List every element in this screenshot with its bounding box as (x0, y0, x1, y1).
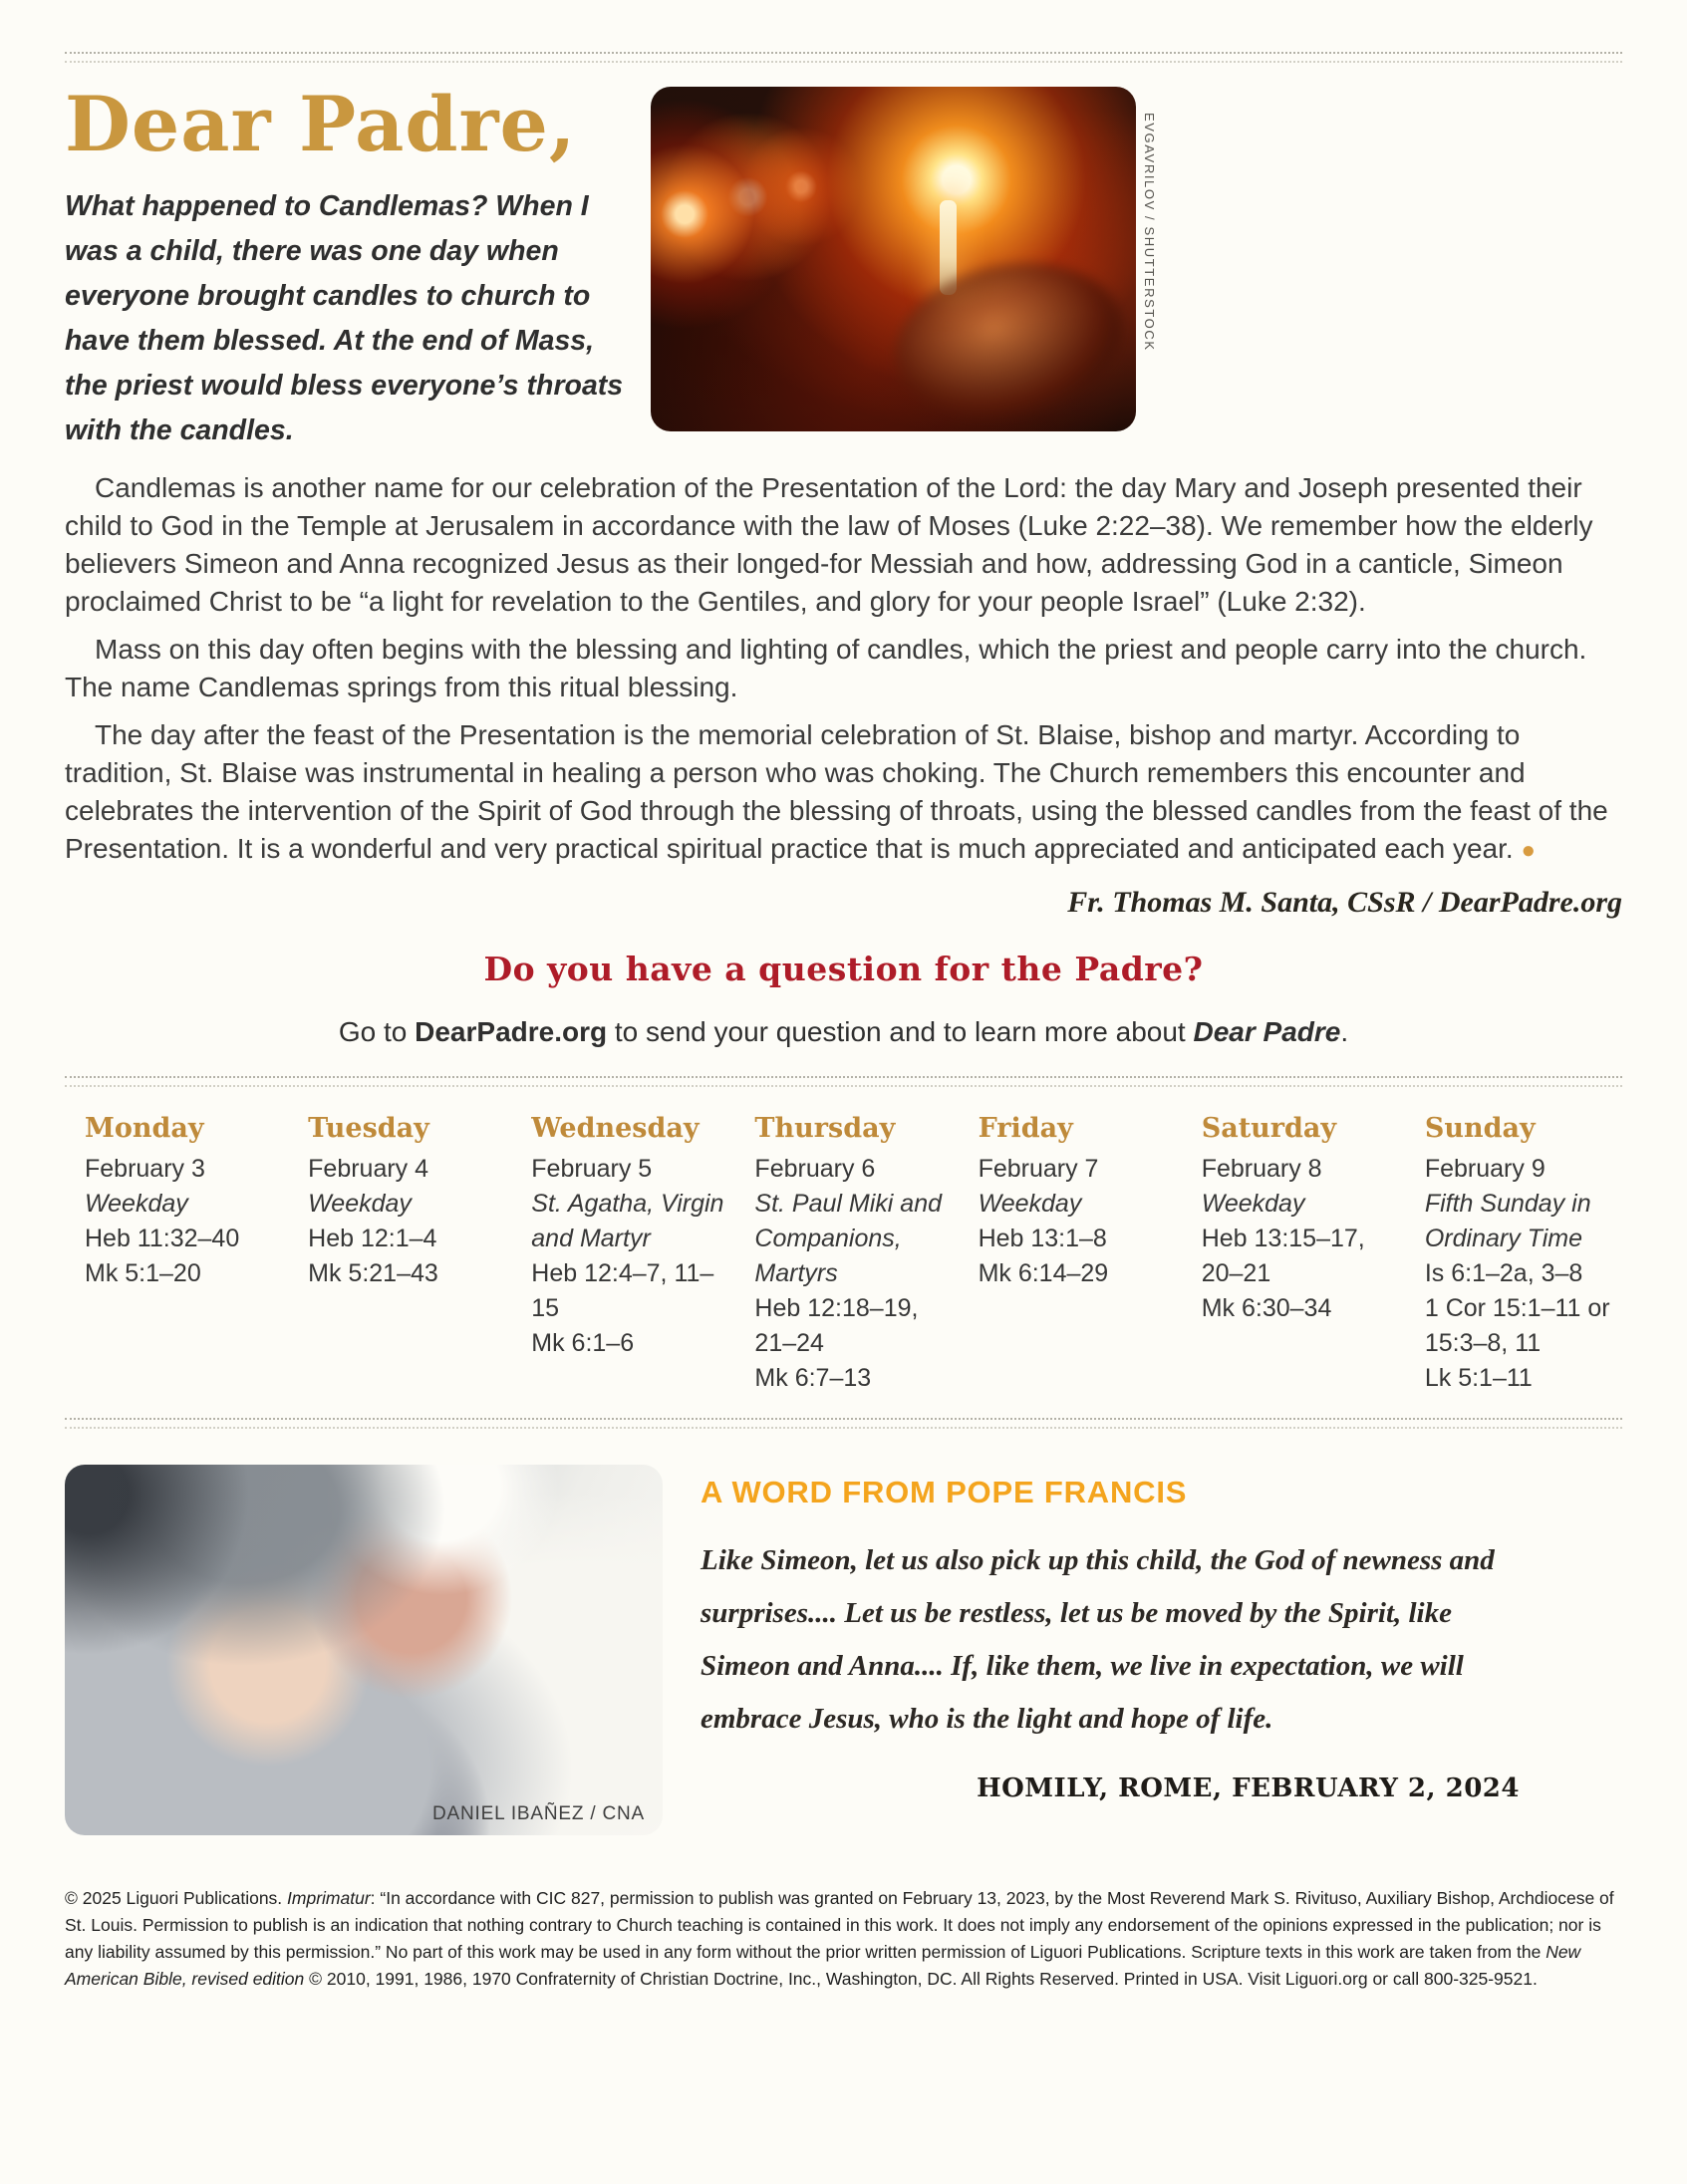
day-readings (85, 1222, 282, 1291)
day-readings (979, 1222, 1176, 1291)
author-byline: Fr. Thomas M. Santa, CSsR / DearPadre.org (1067, 886, 1622, 919)
dear-padre-title-ref: Dear Padre (1193, 1016, 1341, 1047)
reading: Mk 6:7–13 (754, 1364, 872, 1392)
calendar-day-tuesday (308, 1113, 505, 1396)
calendar-day-friday (979, 1113, 1176, 1396)
article-paragraph-1: Candlemas is another name for our celebration of the Presentation of the Lord: the day Mary and Joseph presented their child to God in the Temple at Jerusalem in accordance with the law of Moses (Luke 2:22–38). We remember how the elderly believers Simeon and Anna recognized Jesus as their longed-for Messiah and how, addressing God in a canticle, Simeon proclaimed Christ to be “a light for revelation to the Gentiles, and glory for your people Israel” (Luke 2:32). (65, 472, 1593, 617)
bible-edition-ref: New American Bible, revised edition (65, 1942, 1581, 1989)
article-body (65, 469, 1622, 870)
pope-photo-credit: DANIEL IBAÑEZ / CNA (432, 1803, 645, 1824)
day-feast: Weekday (978, 1190, 1082, 1218)
day-name: Friday (978, 1113, 1073, 1144)
day-feast: Weekday (85, 1190, 188, 1218)
imprimatur-label: Imprimatur (287, 1888, 371, 1908)
reading: Heb 11:32–40 (85, 1225, 240, 1252)
day-readings (308, 1222, 505, 1291)
day-date: February 9 (1424, 1155, 1546, 1183)
calendar-day-thursday (754, 1113, 952, 1396)
day-readings (1425, 1256, 1622, 1396)
quote-source: HOMILY, ROME, FEBRUARY 2, 2024 (977, 1774, 1520, 1803)
day-name: Saturday (1201, 1113, 1337, 1144)
reading: Mk 5:21–43 (308, 1259, 438, 1287)
reading: Lk 5:1–11 (1424, 1364, 1533, 1392)
calendar-day-wednesday (531, 1113, 728, 1396)
reading: Heb 12:1–4 (308, 1225, 437, 1252)
day-name: Wednesday (531, 1113, 700, 1144)
reading: Heb 13:15–17, 20–21 (1201, 1225, 1365, 1287)
article-paragraph-2: Mass on this day often begins with the blessing and lighting of candles, which the priest and people carry into the church. The name Candlemas springs from this ritual blessing. (65, 634, 1587, 702)
ask-the-padre-block (65, 950, 1622, 1048)
candle-photo-block (651, 87, 1622, 437)
day-date: February 6 (754, 1155, 876, 1183)
hand-holding-candle (880, 244, 1135, 431)
day-feast: Weekday (308, 1190, 412, 1218)
day-readings (754, 1291, 952, 1396)
calendar-day-sunday (1425, 1113, 1622, 1396)
ask-heading: Do you have a question for the Padre? (483, 950, 1204, 988)
dearpadre-url: DearPadre.org (415, 1016, 608, 1047)
reading: 1 Cor 15:1–11 or 15:3–8, 11 (1424, 1294, 1610, 1357)
candlemas-photo (651, 87, 1136, 431)
day-date: February 8 (1201, 1155, 1322, 1183)
candle-photo-credit: EVGAVRILOV / SHUTTERSTOCK (1142, 113, 1157, 352)
day-name: Thursday (754, 1113, 896, 1144)
reader-question: What happened to Candlemas? When I was a child, there was one day when everyone brought candles to church to have them blessed. At the end of Mass, the priest would bless everyone’s throats with the candles. (65, 190, 624, 446)
calendar-day-monday (85, 1113, 282, 1396)
reading: Heb 12:4–7, 11–15 (531, 1259, 714, 1322)
day-date: February 3 (85, 1155, 205, 1183)
reading: Mk 6:1–6 (531, 1329, 635, 1357)
reading: Mk 6:14–29 (978, 1259, 1109, 1287)
day-feast: St. Paul Miki and Companions, Martyrs (754, 1190, 943, 1287)
reading: Heb 12:18–19, 21–24 (754, 1294, 919, 1357)
day-name: Sunday (1424, 1113, 1536, 1144)
top-divider (65, 52, 1622, 63)
article-paragraph-3: The day after the feast of the Presentation is the memorial celebration of St. Blaise, bishop and martyr. According to tradition, St. Blaise was instrumental in healing a person who was choking. The Church remembers this encounter and celebrates the intervention of the Spirit of God through the blessing of throats, using the blessed candles from the feast of the Presentation. It is a wonderful and very practical spiritual practice that is much appreciated and anticipated each year. ● (65, 719, 1608, 864)
reading: Heb 13:1–8 (978, 1225, 1107, 1252)
day-name: Monday (85, 1113, 204, 1144)
day-date: February 4 (308, 1155, 429, 1183)
day-feast: Weekday (1201, 1190, 1305, 1218)
pope-quote: Like Simeon, let us also pick up this child, the God of newness and surprises.... Let us be restless, let us be moved by the Spirit, like Simeon and Anna.... If, like them, we live in expectation, we will embrace Jesus, who is the light and hope of life. (701, 1544, 1495, 1735)
day-feast: St. Agatha, Virgin and Martyr (531, 1190, 724, 1252)
reading: Mk 5:1–20 (85, 1259, 201, 1287)
pope-francis-photo (65, 1465, 663, 1835)
photo-credit-column (1136, 87, 1176, 437)
dear-padre-article (65, 80, 1622, 920)
day-readings (1202, 1222, 1399, 1326)
page-title: Dear Padre, (65, 80, 577, 168)
reading: Mk 6:30–34 (1201, 1294, 1332, 1322)
calendar-day-saturday (1202, 1113, 1399, 1396)
pope-quote-column (663, 1465, 1520, 1835)
day-date: February 5 (531, 1155, 653, 1183)
end-of-article-dot-icon: ● (1521, 837, 1536, 864)
day-name: Tuesday (308, 1113, 429, 1144)
ask-instructions: Go to DearPadre.org to send your question and to learn more about Dear Padre. (338, 1016, 1349, 1047)
pope-section-heading: A WORD FROM POPE FRANCIS (701, 1475, 1188, 1509)
pope-francis-section (65, 1465, 1622, 1835)
day-feast: Fifth Sunday in Ordinary Time (1424, 1190, 1591, 1252)
calendar-bottom-divider (65, 1418, 1622, 1429)
day-readings (531, 1256, 728, 1361)
day-date: February 7 (978, 1155, 1099, 1183)
calendar-top-divider (65, 1076, 1622, 1087)
reading: Is 6:1–2a, 3–8 (1424, 1259, 1583, 1287)
weekly-readings-calendar (65, 1087, 1622, 1418)
copyright-fineprint: © 2025 Liguori Publications. Imprimatur: “In accordance with CIC 827, permission to publish was granted on February 13, 2023, by the Most Reverend Mark S. Rivituso, Auxiliary Bishop, Archdiocese of St. Louis. Permission to publish is an indication that nothing contrary to Church teaching is contained in this work. It does not imply any endorsement of the opinions expressed in the publication; nor is any liability assumed by this permission.” No part of this work may be used in any form without the prior written permission of Liguori Publications. Scripture texts in this work are taken from the New American Bible, revised edition © 2010, 1991, 1986, 1970 Confraternity of Christian Doctrine, Inc., Washington, DC. All Rights Reserved. Printed in USA. Visit Liguori.org or call 800-325-9521. (65, 1888, 1614, 1989)
